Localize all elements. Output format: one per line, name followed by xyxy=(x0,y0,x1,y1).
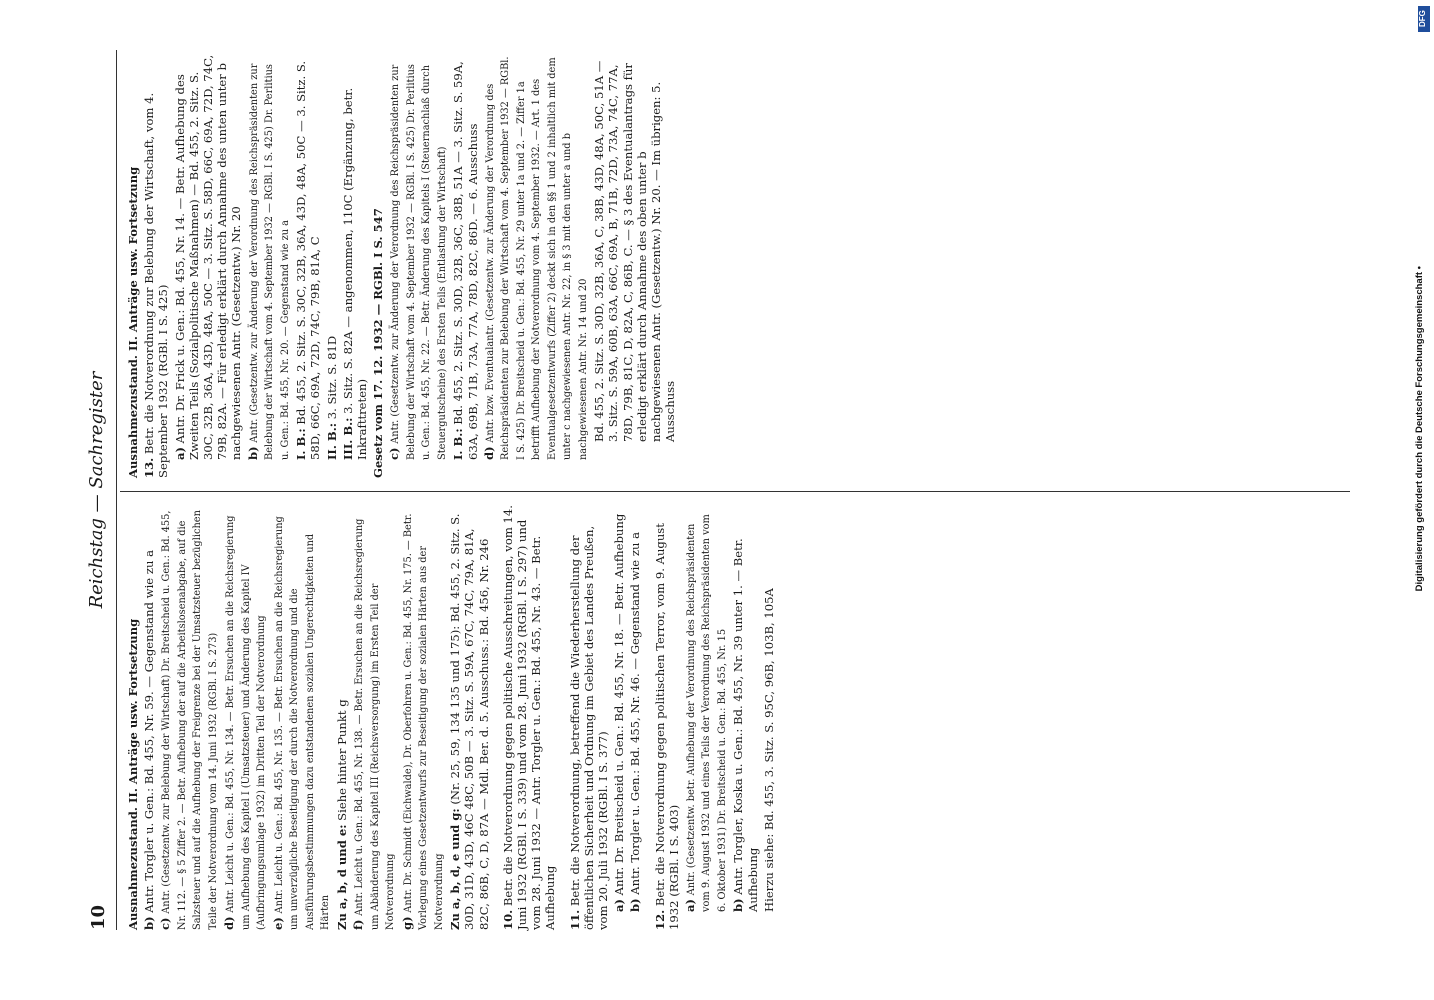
entry: 10. Betr. die Notverordnung gegen politische Ausschreitungen, vom 14. Juni 1932 (RGBl. I S. 339) und vom 28. Juni 1932 (RGBl. I S. 297) und vom 28. Juni 1932 — Antr. Torgler u. Gen.: Bd. 455, Nr. 43. — Betr. Aufhebung xyxy=(500,505,558,930)
entry: Bd. 455, 2. Sitz. S. 30D, 32B, 36A, C, 38B, 43D, 48A, 50C, 51A — 3. Sitz. S. 59A, 60B, 63A, 66C, 69A, B, 71B, 72D, 73A, 74C, 77A, 78D, 79B, 81C, D, 82A, C, 86B, C. — § 3 des Eventualantrags für erledigt erklärt durch Annahme des oben unter b nachgewiesenen Antr. (Gesetzentw.) Nr. 20. — Im übrigen: 5. Ausschuss xyxy=(592,60,678,442)
section-title: Ausnahmezustand. II. Anträge usw. Fortsetzung xyxy=(126,166,140,478)
entry: I. B.: Bd. 455, 2. Sitz. S. 30C, 32B, 36A, 43D, 48A, 50C — 3. Sitz. S. 58D, 66C, 69A, 72D, 74C, 79B, 81A, C xyxy=(294,60,323,460)
entry: Gesetz vom 17. 12. 1932 — RGBl. I S. 547 xyxy=(371,208,386,478)
entry: c) Antr. (Gesetzentw. zur Belebung der Wirtschaft) Dr. Breitscheid u. Gen.: Bd. 455, Nr. 112. — § 5 Ziffer 2. — Betr. Aufhebung der auf die Arbeitslosenabgabe, auf die Salzsteuer und auf die Aufhebung der Freigrenze bei der Umsatzsteuer bezüglichen Teile der Notverordnung vom 14. Juni 1932 (RGBl. I S. 273) xyxy=(158,510,219,930)
entry: b) Antr. (Gesetzentw. zur Änderung der Verordnung des Reichspräsidenten zur Belebung der Wirtschaft vom 4. September 1932 — RGBl. I S. 425) Dr. Perlitius u. Gen.: Bd. 455, Nr. 20. — Gegenstand wie zu a xyxy=(245,63,291,460)
entry: c) Antr. (Gesetzentw. zur Änderung der Verordnung des Reichspräsidenten zur Belebung der Wirtschaft vom 4. September 1932 — RGBl. I S. 425) Dr. Perlitius u. Gen.: Bd. 455, Nr. 22. — Betr. Änderung des Kapitels I (Steuernachlaß durch Steuergutscheine) des Ersten Teils (Entlastung der Wirtschaft) xyxy=(387,64,448,460)
entry: II. B.: 3. Sitz. S. 81D xyxy=(324,335,339,460)
entry: d) Antr. bzw. Eventualantr. (Gesetzentw. zur Änderung der Verordnung des Reichspräsidenten zur Belebung der Wirtschaft vom 4. September 1932 — RGBl. I S. 425) Dr. Breitscheid u. Gen.: Bd. 455, Nr. 29 unter 1a und 2. — Ziffer 1a betrifft Aufhebung der Notverordnung vom 4. September 1932. — Art. 1 des Eventualgesetzentwurfs (Ziffer 2) deckt sich in den §§ 1 und 2 inhaltlich mit dem unter c nachgewiesenen Antr. Nr. 22, in § 3 mit den unter a und b nachgewiesenen Antr. Nr. 14 und 20 xyxy=(481,56,589,460)
page-header xyxy=(80,50,117,930)
entry: g) Antr. Dr. Schmidt (Eichwalde), Dr. Oberfohren u. Gen.: Bd. 455, Nr. 175. — Betr. Vorlegung eines Gesetzentwurfs zur Beseitigung der sozialen Härten aus der Notverordnung xyxy=(399,513,445,930)
dfg-credit-text: Digitalisierung gefördert durch die Deutsche Forschungsgemeinschaft • xyxy=(1414,266,1425,592)
entry: a) Antr. (Gesetzentw. betr. Aufhebung der Verordnung des Reichspräsidenten vom 9. August 1932 und eines Teils der Verordnung des Reichspräsidenten vom 6. Oktober 1931) Dr. Breitscheid u. Gen.: Bd. 455, Nr. 15 xyxy=(682,514,728,912)
entry: 12. Betr. die Notverordnung gegen politischen Terror, vom 9. August 1932 (RGBl. I S. 403) xyxy=(652,523,681,930)
section-title: Ausnahmezustand. II. Anträge usw. Fortsetzung xyxy=(126,618,140,930)
entry: 13. Betr. die Notverordnung zur Belebung der Wirtschaft, vom 4. September 1932 (RGBl. I S. 425) xyxy=(142,92,171,478)
entry: d) Antr. Leicht u. Gen.: Bd. 455, Nr. 134. — Betr. Ersuchen an die Reichsregierung um Aufhebung des Kapitel I (Umsatzsteuer) und Änderung des Kapitel IV (Aufbringungsumlage 1932) im Dritten Teil der Notverordnung xyxy=(222,515,268,930)
right-column xyxy=(126,53,679,478)
left-column xyxy=(126,505,778,930)
dfg-logo: DFG xyxy=(1418,6,1430,32)
entry: a) Antr. Dr. Breitscheid u. Gen.: Bd. 455, Nr. 18. — Betr. Aufhebung xyxy=(612,513,627,912)
entry: Zu a, b, d und e: Siehe hinter Punkt g xyxy=(334,699,349,930)
entry: b) Antr. Torgler, Koska u. Gen.: Bd. 455, Nr. 39 unter 1. — Betr. Aufhebung xyxy=(731,538,760,912)
entry: Hierzu siehe: Bd. 455, 3. Sitz. S. 95C, 96B, 103B, 105A xyxy=(761,588,776,912)
entry: e) Antr. Leicht u. Gen.: Bd. 455, Nr. 135. — Betr. Ersuchen an die Reichsregierung um unverzügliche Beseitigung der durch die Notverordnung und die Ausführungsbestimmungen dazu entstandenen sozialen Ungerechtigkeiten und Härten xyxy=(270,516,332,930)
entry: b) Antr. Torgler u. Gen.: Bd. 455, Nr. 59. — Gegenstand wie zu a xyxy=(142,549,157,930)
entry: f) Antr. Leicht u. Gen.: Bd. 455, Nr. 138. — Betr. Ersuchen an die Reichsregierung um Abänderung des Kapitel III (Reichsversorgung) im Ersten Teil der Notverordnung xyxy=(351,518,397,930)
entry: a) Antr. Dr. Frick u. Gen.: Bd. 455, Nr. 14. — Betr. Aufhebung des Zweiten Teils (Sozialpolitische Maßnahmen) — Bd. 455, 2. Sitz. S. 30C, 32B, 36A, 43D, 48A, 50C — 3. Sitz. S. 58D, 66C, 69A, 72D, 74C, 79B, 82A. — Für erledigt erklärt durch Annahme des unten unter b nachgewiesenen Antr. (Gesetzentw.) Nr. 20 xyxy=(172,54,244,460)
running-title: Reichstag — Sachregister xyxy=(86,371,107,609)
entry: Zu a, b, d, e und g: (Nr. 25, 59, 134 135 und 175): Bd. 455, 2. Sitz. S. 30D, 31D, 43D, 46C 48C, 50B — 3. Sitz. S. 59A, 67C, 74C, 79A, 81A, 82C, 86B, C, D, 87A — Mdl. Ber. d. 5. Ausschuss.: Bd. 456, Nr. 246 xyxy=(448,513,491,930)
entry: b) Antr. Torgler u. Gen.: Bd. 455, Nr. 46. — Gegenstand wie zu a xyxy=(628,531,643,912)
entry: 11. Betr. die Notverordnung, betreffend die Wiederherstellung der öffentlichen Sicherheit und Ordnung im Gebiet des Landes Preußen, vom 20. Juli 1932 (RGBl. I S. 377) xyxy=(567,525,610,930)
page-number: 10 xyxy=(88,904,109,930)
column-divider xyxy=(120,491,1350,492)
entry: III. B.: 3. Sitz. S. 82A — angenommen, 110C (Ergänzung, betr. Inkrafttreten) xyxy=(340,87,369,460)
entry: I. B.: Bd. 455, 2. Sitz. S. 30D, 32B, 36C, 38B, 51A — 3. Sitz. S. 59A, 63A, 69B, 71B, 73A, 77A, 78D, 82C, 86D. — 6. Ausschuss xyxy=(451,61,480,460)
rotated-page-content xyxy=(80,50,1410,930)
